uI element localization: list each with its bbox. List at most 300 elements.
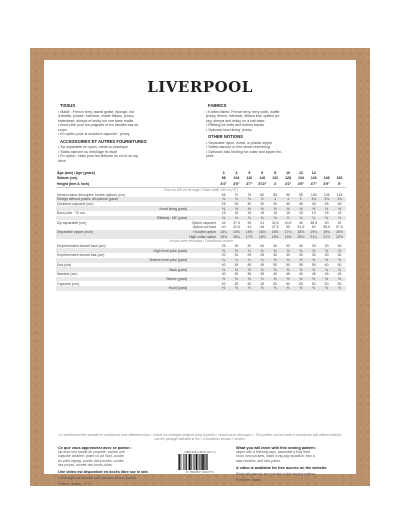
size-value: ½: [320, 277, 333, 282]
size-value: 30: [311, 253, 316, 258]
row-label: Doublure capuche (cm): [57, 201, 94, 206]
row-label: Hood lining (yard): [56, 206, 188, 211]
size-value: ⅜: [269, 248, 282, 253]
size-value: 30: [311, 244, 316, 249]
size-value: 30: [273, 253, 278, 258]
size-value: ½: [294, 277, 307, 282]
size-value: 18¾: [269, 234, 282, 239]
learn-heading-fr: Ce que vous apprendrez avec ce patron :: [58, 446, 133, 450]
materials-line: • Stabil-manche ou entoilage fin tissé: [58, 149, 117, 154]
row-label: Stature (cm): [57, 176, 78, 181]
size-value: 22⅝: [333, 234, 346, 239]
table-note: Version avec découpes / Colorblocks version: [56, 239, 346, 244]
size-value: 12: [298, 170, 303, 175]
size-value: 16¾: [269, 230, 282, 235]
materials-line: jersey, fleece, interlock, Milano knit, quilted jer-: [206, 114, 281, 118]
size-value: ⅛: [243, 216, 256, 221]
size-value: ⅝: [307, 286, 320, 291]
size-value: 14¾: [230, 230, 243, 235]
size-value: 19⅛: [307, 230, 320, 235]
size-value: 50: [324, 281, 329, 286]
size-value: 15: [311, 211, 316, 216]
size-value: ⅝: [282, 286, 295, 291]
materials-section: [206, 104, 346, 132]
row-label: Ribbing : 28" (yard): [56, 216, 188, 221]
size-value: ⅛: [217, 216, 230, 221]
size-value: 37,5: [233, 220, 240, 225]
materials-line: • Maille : French terry, sweat gratté, éponge, nid: [58, 109, 135, 114]
size-value: 4'7": [310, 181, 317, 186]
english-materials-column: [206, 104, 346, 162]
size-value: ½: [243, 206, 256, 211]
materials-section: [58, 140, 193, 164]
materials-section-title: ACCESSOIRES ET AUTRES FOURNITURES: [60, 138, 147, 144]
size-value: 3: [222, 170, 225, 175]
size-value: ⅜: [256, 277, 269, 282]
materials-section-title: FABRICS: [208, 103, 227, 108]
size-value: 35: [260, 272, 265, 277]
size-value: 34: [221, 220, 226, 225]
size-value: 80: [260, 192, 265, 197]
size-value: 40: [273, 201, 278, 206]
size-value: 55,5: [323, 225, 331, 230]
size-value: ⅜: [269, 258, 282, 263]
size-value: ⅛: [307, 216, 320, 221]
row-label: Dos (cm): [57, 262, 72, 267]
size-value: ½: [243, 267, 256, 272]
size-value: ½: [282, 277, 295, 282]
size-value: ½: [333, 206, 346, 211]
size-value: 4': [273, 181, 277, 186]
size-value: 140: [310, 176, 317, 181]
size-value: 19¾: [282, 234, 295, 239]
size-value: 41: [260, 220, 265, 225]
size-value: 45: [234, 262, 239, 267]
size-value: ¾: [243, 197, 256, 202]
size-value: 45: [298, 272, 303, 277]
size-value: 55: [298, 262, 303, 267]
size-value: 19¾: [320, 230, 333, 235]
size-value: 16¾: [230, 234, 243, 239]
size-value: ⅜: [243, 277, 256, 282]
learn-line: capuche doublée, poser un col haut, coudre: [58, 454, 124, 459]
size-value: 104: [233, 176, 240, 181]
materials-line: • Ribbing for cuffs and bottom bands: [206, 123, 264, 127]
size-value: ¼: [256, 258, 269, 263]
row-label: Height (feet & inch): [57, 181, 90, 186]
size-value: ⅞: [256, 197, 269, 202]
row-sublabel: [188, 286, 217, 291]
size-value: 20½: [333, 230, 346, 235]
learn-line: bias neckline, and sew yokes.: [236, 458, 281, 463]
size-value: 47,5: [271, 225, 279, 230]
row-label: Version sans découpes, toutes options (cm): [57, 192, 125, 197]
size-value: ⅜: [282, 258, 295, 263]
size-value: 25: [260, 253, 265, 258]
size-value: ½: [282, 206, 295, 211]
size-value: ¾: [217, 197, 230, 202]
row-label: Back (yard): [56, 267, 188, 272]
size-value: 15: [324, 211, 329, 216]
size-value: 50: [273, 281, 278, 286]
size-value: 30: [260, 244, 265, 249]
learn-heading-en: What you will learn with this sewing pattern:: [236, 446, 316, 450]
size-value: 42,5: [271, 220, 279, 225]
size-value: ⅝: [269, 267, 282, 272]
size-value: ½: [217, 286, 230, 291]
size-value: 15: [247, 211, 252, 216]
size-value: 100: [310, 192, 317, 197]
size-value: 30: [247, 244, 252, 249]
bottom-right-info: [236, 446, 346, 482]
size-value: 1: [269, 197, 282, 202]
size-value: 98: [221, 176, 226, 181]
size-value: 17⅛: [282, 230, 295, 235]
size-value: ½: [333, 277, 346, 282]
size-value: 30: [298, 244, 303, 249]
size-value: ⅛: [333, 216, 346, 221]
size-value: ½: [256, 267, 269, 272]
size-value: ½: [230, 286, 243, 291]
size-value: 45: [286, 272, 290, 277]
size-value: ½: [269, 277, 282, 282]
size-value: ½: [307, 206, 320, 211]
size-value: 25: [221, 201, 226, 206]
materials-line: shes: [206, 154, 214, 158]
size-value: 30: [298, 253, 303, 258]
size-value: 115: [336, 192, 343, 197]
size-value: ⅜: [307, 258, 320, 263]
materials-line: • Zip séparable en nylon, métal ou plastique: [58, 145, 128, 149]
size-value: ⅜: [282, 248, 295, 253]
size-value: 45: [234, 281, 239, 286]
size-value: ¾: [320, 267, 333, 272]
row-label: Zip séparable (cm): [57, 220, 87, 225]
size-value: ⅛: [256, 216, 269, 221]
size-value: 1¼: [333, 197, 346, 202]
french-materials-column: [58, 104, 193, 166]
size-value: 4: [235, 170, 238, 175]
size-value: 4'5": [297, 181, 305, 186]
row-label: Empiècement devant bas (cm): [57, 253, 105, 258]
size-value: ½: [256, 206, 269, 211]
size-value: 15: [221, 211, 226, 216]
barcode-block: [174, 450, 226, 474]
video-note-en: A video is available for free access on the website.: [236, 465, 328, 470]
colorblock-caption: Ce modèle peut être travaillé en colorblocks avec différents tissus : utiliser les métrages indiqués dans la partie « Version avec découpes ». This pattern can be made in colorblocks with different fabrics: use the yardage indicated in the « Colorblocks version » section.: [58, 433, 342, 441]
size-value: 30: [286, 253, 290, 258]
size-value: ½: [217, 206, 230, 211]
size-value: ¾: [333, 267, 346, 272]
size-value: 122: [272, 176, 279, 181]
size-value: 8: [274, 170, 277, 175]
size-value: 50: [286, 225, 290, 230]
size-value: 30: [337, 253, 342, 258]
size-value: ⅜: [256, 248, 269, 253]
size-value: ⅛: [269, 216, 282, 221]
size-value: 3'7": [246, 181, 253, 186]
size-value: 39: [247, 220, 252, 225]
row-label: Bord-côte : 70 cm: [57, 211, 85, 216]
size-value: 45: [247, 281, 252, 286]
size-value: ½: [307, 277, 320, 282]
size-value: 40: [221, 225, 226, 230]
pattern-info-sheet: [44, 60, 356, 487]
size-value: 90: [286, 192, 290, 197]
learn-line: au point zigzag, coudre des poches, coudre: [58, 458, 124, 463]
size-value: 3'10": [258, 181, 267, 186]
barcode-image: [177, 454, 223, 470]
learn-line: hood, sew pockets, make a zig-zag lockstitch, sew a: [236, 454, 315, 459]
size-value: 43,5: [284, 220, 292, 225]
row-label: Capuche (cm): [57, 281, 79, 286]
size-value: 4'2": [284, 181, 292, 186]
size-value: 48,5: [310, 220, 318, 225]
size-value: 44: [247, 225, 252, 230]
size-value: ⅜: [320, 258, 333, 263]
row-sublabel: Option col haut: [192, 225, 217, 230]
size-value: 85: [273, 192, 278, 197]
size-value: 20: [234, 253, 239, 258]
row-label: Sleeve (yard): [56, 277, 188, 282]
size-value: 146: [323, 176, 330, 181]
size-value: 15: [337, 211, 342, 216]
size-value: 50: [324, 220, 329, 225]
size-value: 25: [221, 244, 226, 249]
size-value: 40: [273, 272, 278, 277]
size-value: ½: [230, 206, 243, 211]
size-value: 30: [221, 272, 226, 277]
row-sublabel: Option capuche: [191, 220, 217, 225]
size-value: ⅜: [243, 248, 256, 253]
size-value: 42,5: [233, 225, 240, 230]
size-value: 45: [324, 272, 329, 277]
row-label: Separable zipper (inch): [56, 230, 188, 235]
size-value: 3'5": [233, 181, 240, 186]
size-value: ½: [217, 267, 230, 272]
size-value: 45: [337, 272, 342, 277]
size-value: ¼: [230, 258, 243, 263]
size-value: ⅝: [307, 267, 320, 272]
materials-section-title: OTHER NOTIONS: [208, 134, 243, 139]
size-value: 17⅜: [243, 234, 256, 239]
size-value: 30: [286, 244, 290, 249]
size-value: 35: [247, 272, 252, 277]
size-value: 30: [260, 201, 265, 206]
size-value: 5': [338, 181, 341, 186]
size-value: ⅜: [217, 277, 230, 282]
row-label: Hood (yard): [56, 286, 188, 291]
size-value: 55: [311, 262, 316, 267]
size-value: 15: [260, 211, 265, 216]
size-value: ⅜: [333, 258, 346, 263]
size-value: 45: [324, 201, 329, 206]
size-value: 18⅛: [294, 230, 307, 235]
materials-line: • Stabil-manche or fine woven interlining: [206, 145, 270, 149]
size-value: 57,5: [336, 225, 343, 230]
row-label: Âge (ans) / Age (years): [57, 170, 95, 175]
size-value: 16⅛: [256, 230, 269, 235]
size-value: 51,5: [297, 225, 305, 230]
size-value: ⅛: [282, 216, 295, 221]
size-value: ¾: [230, 197, 243, 202]
materials-line: corps.: [58, 127, 68, 132]
materials-line: déco: [58, 158, 66, 163]
size-value: ⅝: [320, 286, 333, 291]
size-value: 50: [298, 281, 303, 286]
row-label: Empiècement devant haut (cm): [57, 244, 106, 249]
size-value: 45: [260, 281, 265, 286]
size-table: [56, 170, 346, 291]
barcode-number: 9 782957 004774: [186, 470, 214, 474]
size-value: 10: [286, 170, 290, 175]
size-value: ⅝: [333, 286, 346, 291]
size-value: 46: [260, 225, 265, 230]
size-value: ½: [256, 286, 269, 291]
size-value: 30: [324, 244, 329, 249]
size-value: 50: [311, 281, 316, 286]
size-value: 65: [221, 192, 226, 197]
row-sublabel: High collar option: [189, 234, 217, 239]
size-yardage-table: [56, 170, 346, 291]
size-value: ⅜: [294, 258, 307, 263]
size-value: 30: [247, 201, 252, 206]
size-value: ⅜: [230, 248, 243, 253]
row-label: Manche (cm): [57, 272, 78, 277]
row-label: Design without yokes, all options (yard): [56, 197, 188, 202]
size-value: ⅜: [217, 248, 230, 253]
size-value: ⅛: [294, 216, 307, 221]
materials-line: • Bord-côte pour les poignets et les bandes bas du: [58, 123, 139, 127]
size-value: 15¾: [217, 234, 230, 239]
size-value: 20¼: [294, 234, 307, 239]
size-value: ⅝: [294, 267, 307, 272]
size-value: 105: [323, 192, 330, 197]
size-value: ⅝: [294, 286, 307, 291]
size-value: 45: [337, 201, 342, 206]
size-value: ½: [320, 206, 333, 211]
size-value: ⅜: [294, 248, 307, 253]
learn-line: des pinces, monter des bords-côtes.: [58, 462, 113, 467]
size-value: 21⅞: [320, 234, 333, 239]
materials-line: • Optional hood lining: jersey: [206, 127, 252, 132]
size-value: 45: [247, 262, 252, 267]
materials-line: • Knitted fabric: French terry, terry cloth, waffle: [206, 109, 280, 114]
size-value: 1⅛: [320, 197, 333, 202]
size-value: 40: [221, 281, 226, 286]
materials-line: sey, sherpa and teddy on a knit base: [206, 118, 265, 123]
size-value: 6: [261, 170, 264, 175]
table-note: Tissu en 180 cm de large / Fabric width 180 cm (70"): [56, 187, 346, 192]
size-value: 134: [297, 176, 304, 181]
size-value: 75: [247, 192, 252, 197]
learn-line: zipper with a finishing tape, assemble a fully lined: [236, 450, 311, 455]
size-value: ½: [269, 206, 282, 211]
size-value: 13¼: [217, 230, 230, 235]
materials-section: [206, 135, 346, 159]
size-value: 15: [298, 211, 303, 216]
size-value: 25: [234, 244, 239, 249]
size-value: 70: [234, 192, 239, 197]
size-value: ¼: [243, 258, 256, 263]
size-value: ½: [230, 267, 243, 272]
size-value: 95: [298, 192, 303, 197]
size-value: 45: [298, 201, 303, 206]
size-value: ⅜: [333, 248, 346, 253]
size-value: 40: [286, 201, 290, 206]
size-value: 60: [324, 262, 329, 267]
size-value: 15: [273, 211, 278, 216]
materials-line: • Separable nylon, metal, or plastic zipper: [206, 140, 273, 145]
seam-note-fr: Les marges de couture sont incluses dans le patron.: [58, 476, 137, 481]
isbn-text: ISBN 978-2-9570-0477-4: [184, 450, 216, 454]
size-value: 30: [273, 244, 278, 249]
size-value: 116: [259, 176, 266, 181]
size-value: 60: [337, 262, 342, 267]
size-value: 50: [286, 262, 290, 267]
size-value: 46: [298, 220, 303, 225]
size-value: ½: [294, 206, 307, 211]
size-value: 50: [286, 281, 290, 286]
size-value: 50: [337, 281, 342, 286]
size-value: 152: [336, 176, 343, 181]
size-value: 1: [294, 197, 307, 202]
size-value: 52: [337, 220, 342, 225]
materials-section: [58, 104, 193, 137]
materials-line: • Optional: bias binding for collar and zipper fini-: [206, 149, 283, 154]
size-value: 15: [234, 211, 239, 216]
materials-line: • En option pour la doublure capuche : jersey: [58, 132, 130, 136]
row-label: Bottom front yoke (yard): [56, 258, 188, 263]
publisher-en: Publisher: Ikatee: [236, 478, 262, 483]
size-value: 25: [247, 253, 252, 258]
size-value: 21¼: [307, 234, 320, 239]
size-value: ⅜: [230, 277, 243, 282]
size-value: ⅜: [320, 248, 333, 253]
size-value: 128: [285, 176, 291, 181]
size-value: 45: [311, 272, 316, 277]
size-value: 3'3": [220, 181, 227, 186]
size-value: 15: [286, 211, 290, 216]
size-value: 5: [248, 170, 251, 175]
row-label: High front yoke (yard): [56, 248, 188, 253]
size-value: 25: [234, 201, 239, 206]
size-value: 1: [282, 197, 295, 202]
size-value: 20: [221, 253, 226, 258]
size-value: 30: [324, 253, 329, 258]
size-value: 18⅛: [256, 234, 269, 239]
size-value: 50: [273, 262, 278, 267]
size-value: ½: [243, 286, 256, 291]
size-value: 15⅜: [243, 230, 256, 235]
size-value: ⅛: [230, 216, 243, 221]
materials-line: matelassé, sherpa et teddy sur une base maille.: [58, 118, 135, 123]
size-value: 30: [337, 244, 342, 249]
pattern-title: LIVERPOOL: [147, 78, 253, 96]
size-value: 110: [246, 176, 253, 181]
size-value: 40: [221, 262, 226, 267]
size-value: 45: [260, 262, 265, 267]
size-value: 45: [311, 201, 316, 206]
size-value: 1⅛: [307, 197, 320, 202]
materials-section-title: TISSUS: [60, 103, 76, 108]
size-value: 4'9": [323, 181, 330, 186]
materials-line: • En option : biais pour les finitions du col et du zip: [58, 154, 138, 158]
row-sublabel: Hooded option: [188, 230, 217, 235]
size-value: ⅝: [282, 267, 295, 272]
size-value: ⅛: [320, 216, 333, 221]
materials-line: d'abeille, polaire, interlock, maille Milano, jersey: [58, 114, 134, 118]
